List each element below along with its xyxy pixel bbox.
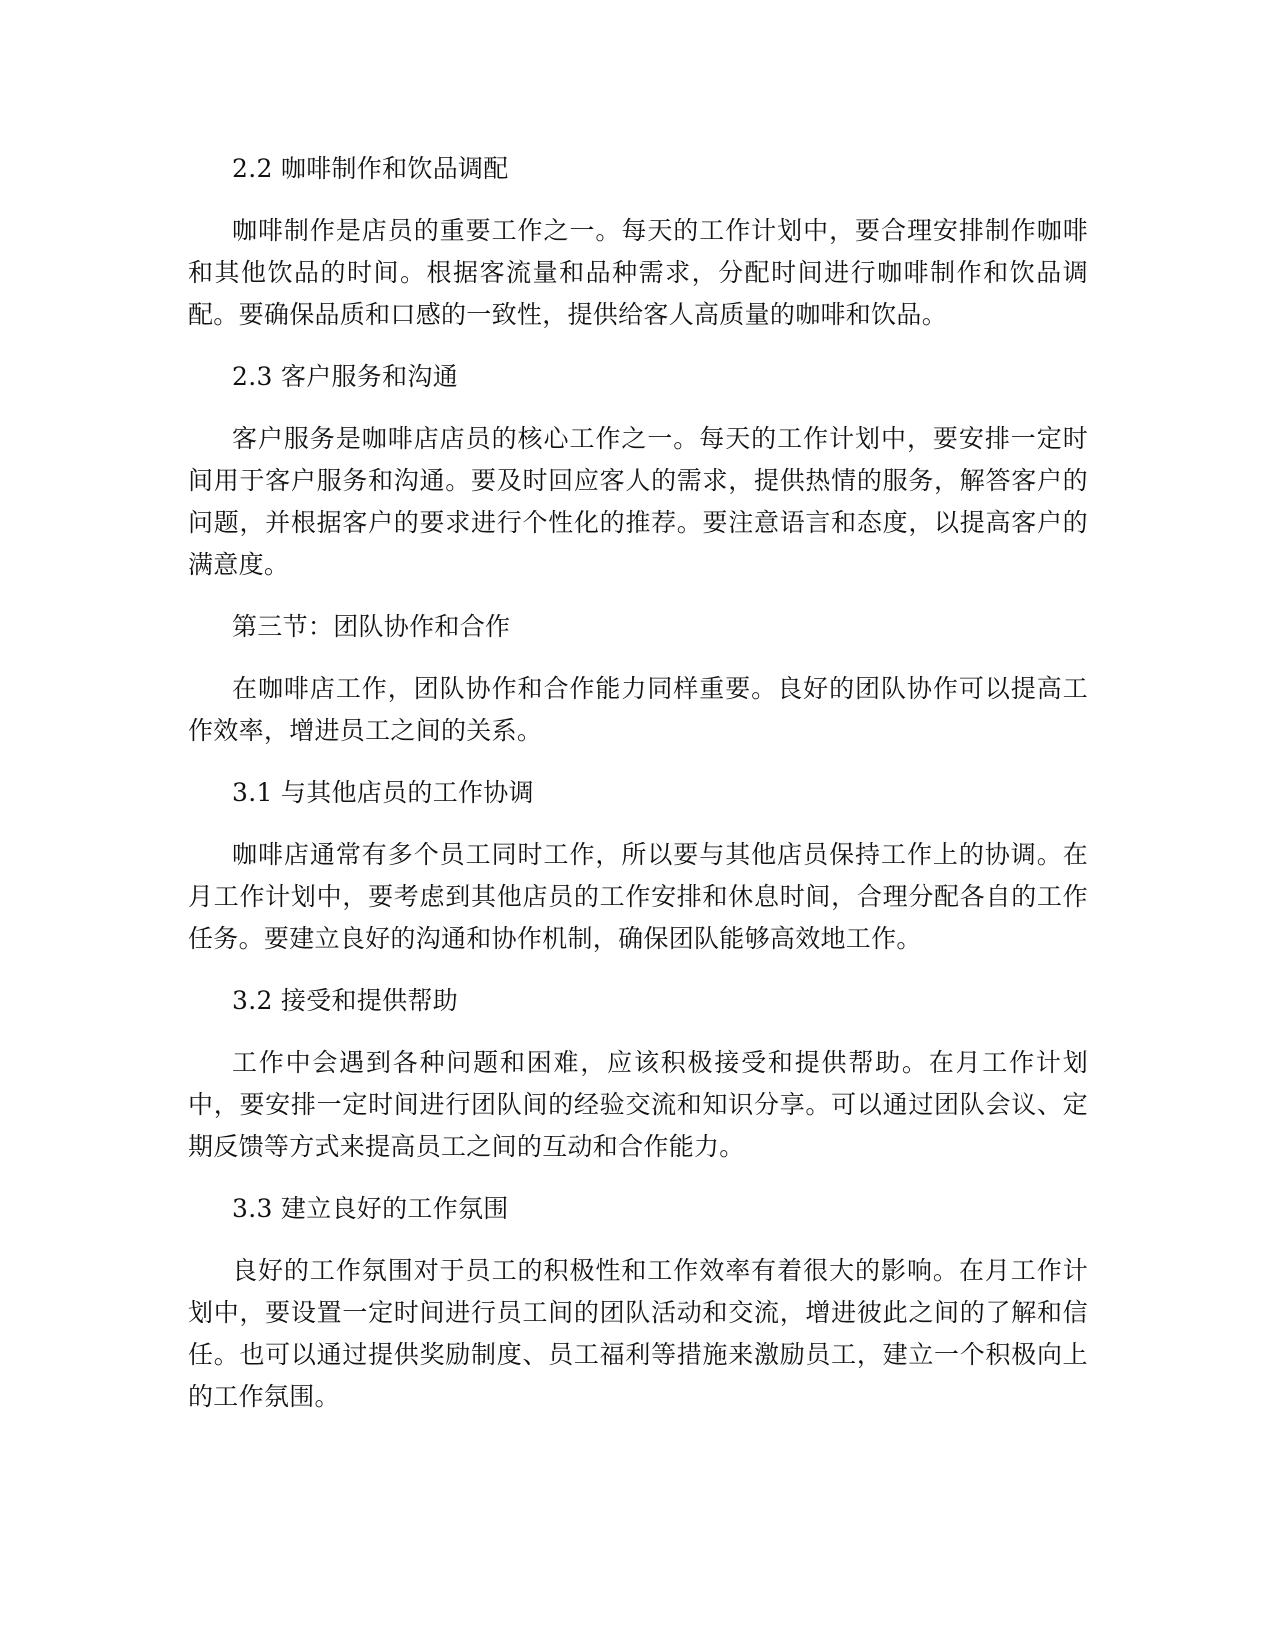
document-body	[188, 148, 1088, 1438]
section-heading-part-3: 第三节：团队协作和合作	[232, 612, 511, 641]
paragraph-coordination: 咖啡店通常有多个员工同时工作，所以要与其他店员保持工作上的协调。在月工作计划中，要考虑到其他店员的工作安排和休息时间，合理分配各自的工作任务。要建立良好的沟通和协作机制，确保团队能够高效地工作。	[188, 840, 1088, 953]
section-heading-2-3: 2.3 客户服务和沟通	[232, 362, 459, 391]
paragraph-atmosphere: 良好的工作氛围对于员工的积极性和工作效率有着很大的影响。在月工作计划中，要设置一定时间进行员工间的团队活动和交流，增进彼此之间的了解和信任。也可以通过提供奖励制度、员工福利等措施来激励员工，建立一个积极向上的工作氛围。	[188, 1256, 1088, 1411]
section-heading-3-3: 3.3 建立良好的工作氛围	[232, 1194, 509, 1223]
paragraph-help: 工作中会遇到各种问题和困难，应该积极接受和提供帮助。在月工作计划中，要安排一定时间进行团队间的经验交流和知识分享。可以通过团队会议、定期反馈等方式来提高员工之间的互动和合作能力。	[188, 1048, 1088, 1161]
paragraph-coffee-making: 咖啡制作是店员的重要工作之一。每天的工作计划中，要合理安排制作咖啡和其他饮品的时间。根据客流量和品种需求，分配时间进行咖啡制作和饮品调配。要确保品质和口感的一致性，提供给客人高质量的咖啡和饮品。	[188, 216, 1088, 329]
section-heading-3-2: 3.2 接受和提供帮助	[232, 986, 459, 1015]
paragraph-customer-service: 客户服务是咖啡店店员的核心工作之一。每天的工作计划中，要安排一定时间用于客户服务和沟通。要及时回应客人的需求，提供热情的服务，解答客户的问题，并根据客户的要求进行个性化的推荐。要注意语言和态度，以提高客户的满意度。	[188, 424, 1088, 579]
section-heading-2-2: 2.2 咖啡制作和饮品调配	[232, 154, 509, 183]
paragraph-teamwork-intro: 在咖啡店工作，团队协作和合作能力同样重要。良好的团队协作可以提高工作效率，增进员工之间的关系。	[188, 674, 1088, 745]
section-heading-3-1: 3.1 与其他店员的工作协调	[232, 778, 534, 807]
